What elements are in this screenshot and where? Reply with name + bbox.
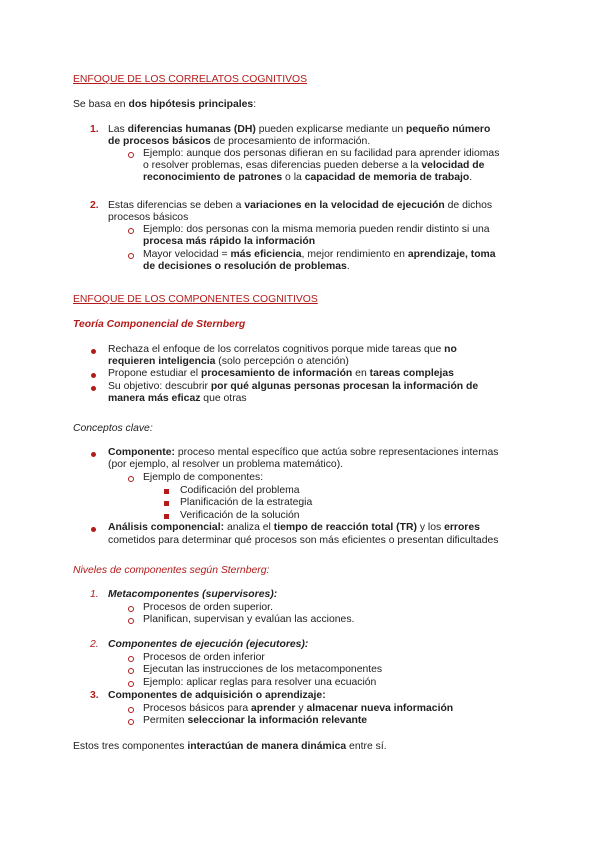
bullet3-line1: Su objetivo: descubrir por qué algunas personas procesan la información de [108, 381, 479, 392]
circle-bullet-icon [128, 606, 134, 612]
square-bullet-icon [164, 501, 169, 506]
item1-example-line2: o resolver problemas, esas diferencias pueden deberse a la velocidad de [143, 160, 485, 171]
bullet-dot-icon [91, 349, 96, 354]
subsub-item: Planificación de la estrategia [180, 497, 313, 508]
componente-line2: (por ejemplo, al resolver un problema matemático). [108, 459, 344, 470]
sub-item: Procesos básicos para aprender y almacenar nueva información [143, 703, 454, 714]
list-number-2: 2. [90, 200, 99, 211]
item1-example-line3: reconocimiento de patrones o la capacidad de memoria de trabajo. [143, 172, 473, 183]
section-heading-correlatos: ENFOQUE DE LOS CORRELATOS COGNITIVOS [73, 74, 308, 85]
circle-bullet-icon [128, 618, 134, 624]
item2-velocity-line1: Mayor velocidad = más eficiencia, mejor rendimiento en aprendizaje, toma [143, 249, 496, 260]
bullet2: Propone estudiar el procesamiento de información en tareas complejas [108, 368, 454, 379]
conceptos-clave-label: Conceptos clave: [73, 423, 153, 434]
sub-item: Procesos de orden superior. [143, 602, 273, 613]
sub-item: Ejecutan las instrucciones de los metacomponentes [143, 664, 383, 675]
list-number-3: 3. [90, 690, 99, 701]
closing-paragraph: Estos tres componentes interactúan de manera dinámica entre sí. [73, 741, 387, 752]
item2-line1: Estas diferencias se deben a variaciones en la velocidad de ejecución de dichos [108, 200, 493, 211]
analisis-line1: Análisis componencial: analiza el tiempo de reacción total (TR) y los errores [108, 522, 480, 533]
list-number-1: 1. [90, 124, 99, 135]
bullet1-line2: requieren inteligencia (solo percepción o atención) [108, 356, 349, 367]
niveles-heading: Niveles de componentes según Sternberg: [73, 565, 270, 576]
componente-line1: Componente: proceso mental específico que actúa sobre representaciones internas [108, 447, 499, 458]
circle-bullet-icon [128, 476, 134, 482]
subheading-sternberg: Teoría Componencial de Sternberg [73, 319, 246, 330]
item2-velocity-line2: de decisiones o resolución de problemas. [143, 261, 350, 272]
item2-example-line1: Ejemplo: dos personas con la misma memoria pueden rendir distinto si una [143, 224, 490, 235]
bullet-dot-icon [91, 527, 96, 532]
analisis-line2: cometidos para determinar qué procesos son más eficientes o presentan dificultades [108, 535, 499, 546]
subsub-item: Codificación del problema [180, 485, 300, 496]
ejemplo-componentes: Ejemplo de componentes: [143, 472, 264, 483]
adquisicion-title: Componentes de adquisición o aprendizaje: [108, 690, 326, 701]
circle-bullet-icon [128, 656, 134, 662]
circle-bullet-icon [128, 668, 134, 674]
list-number-2: 2. [90, 639, 99, 650]
bullet1-line1: Rechaza el enfoque de los correlatos cognitivos porque mide tareas que no [108, 344, 457, 355]
circle-bullet-icon [128, 152, 134, 158]
circle-bullet-icon [128, 681, 134, 687]
circle-bullet-icon [128, 253, 134, 259]
bullet-dot-icon [91, 452, 96, 457]
circle-bullet-icon [128, 707, 134, 713]
square-bullet-icon [164, 489, 169, 494]
bullet-dot-icon [91, 373, 96, 378]
item2-example-line2: procesa más rápido la información [143, 236, 316, 247]
sub-item: Ejemplo: aplicar reglas para resolver una ecuación [143, 677, 377, 688]
item1-example-line1: Ejemplo: aunque dos personas difieran en su facilidad para aprender idiomas [143, 148, 500, 159]
sub-item: Planifican, supervisan y evalúan las acciones. [143, 614, 355, 625]
metacomponentes-title: Metacomponentes (supervisores): [108, 589, 278, 600]
sub-item: Permiten seleccionar la información relevante [143, 715, 368, 726]
item1-line1: Las diferencias humanas (DH) pueden explicarse mediante un pequeño número [108, 124, 491, 135]
circle-bullet-icon [128, 228, 134, 234]
bullet3-line2: manera más eficaz que otras [108, 393, 247, 404]
list-number-1: 1. [90, 589, 99, 600]
ejecucion-title: Componentes de ejecución (ejecutores): [108, 639, 309, 650]
intro-paragraph: Se basa en dos hipótesis principales: [73, 99, 257, 110]
sub-item: Procesos de orden inferior [143, 652, 265, 663]
subsub-item: Verificación de la solución [180, 510, 300, 521]
circle-bullet-icon [128, 719, 134, 725]
square-bullet-icon [164, 514, 169, 519]
bullet-dot-icon [91, 386, 96, 391]
section-heading-componentes: ENFOQUE DE LOS COMPONENTES COGNITIVOS [73, 294, 318, 305]
item2-line2: procesos básicos [108, 212, 189, 223]
item1-line2: de procesos básicos de procesamiento de información. [108, 136, 371, 147]
